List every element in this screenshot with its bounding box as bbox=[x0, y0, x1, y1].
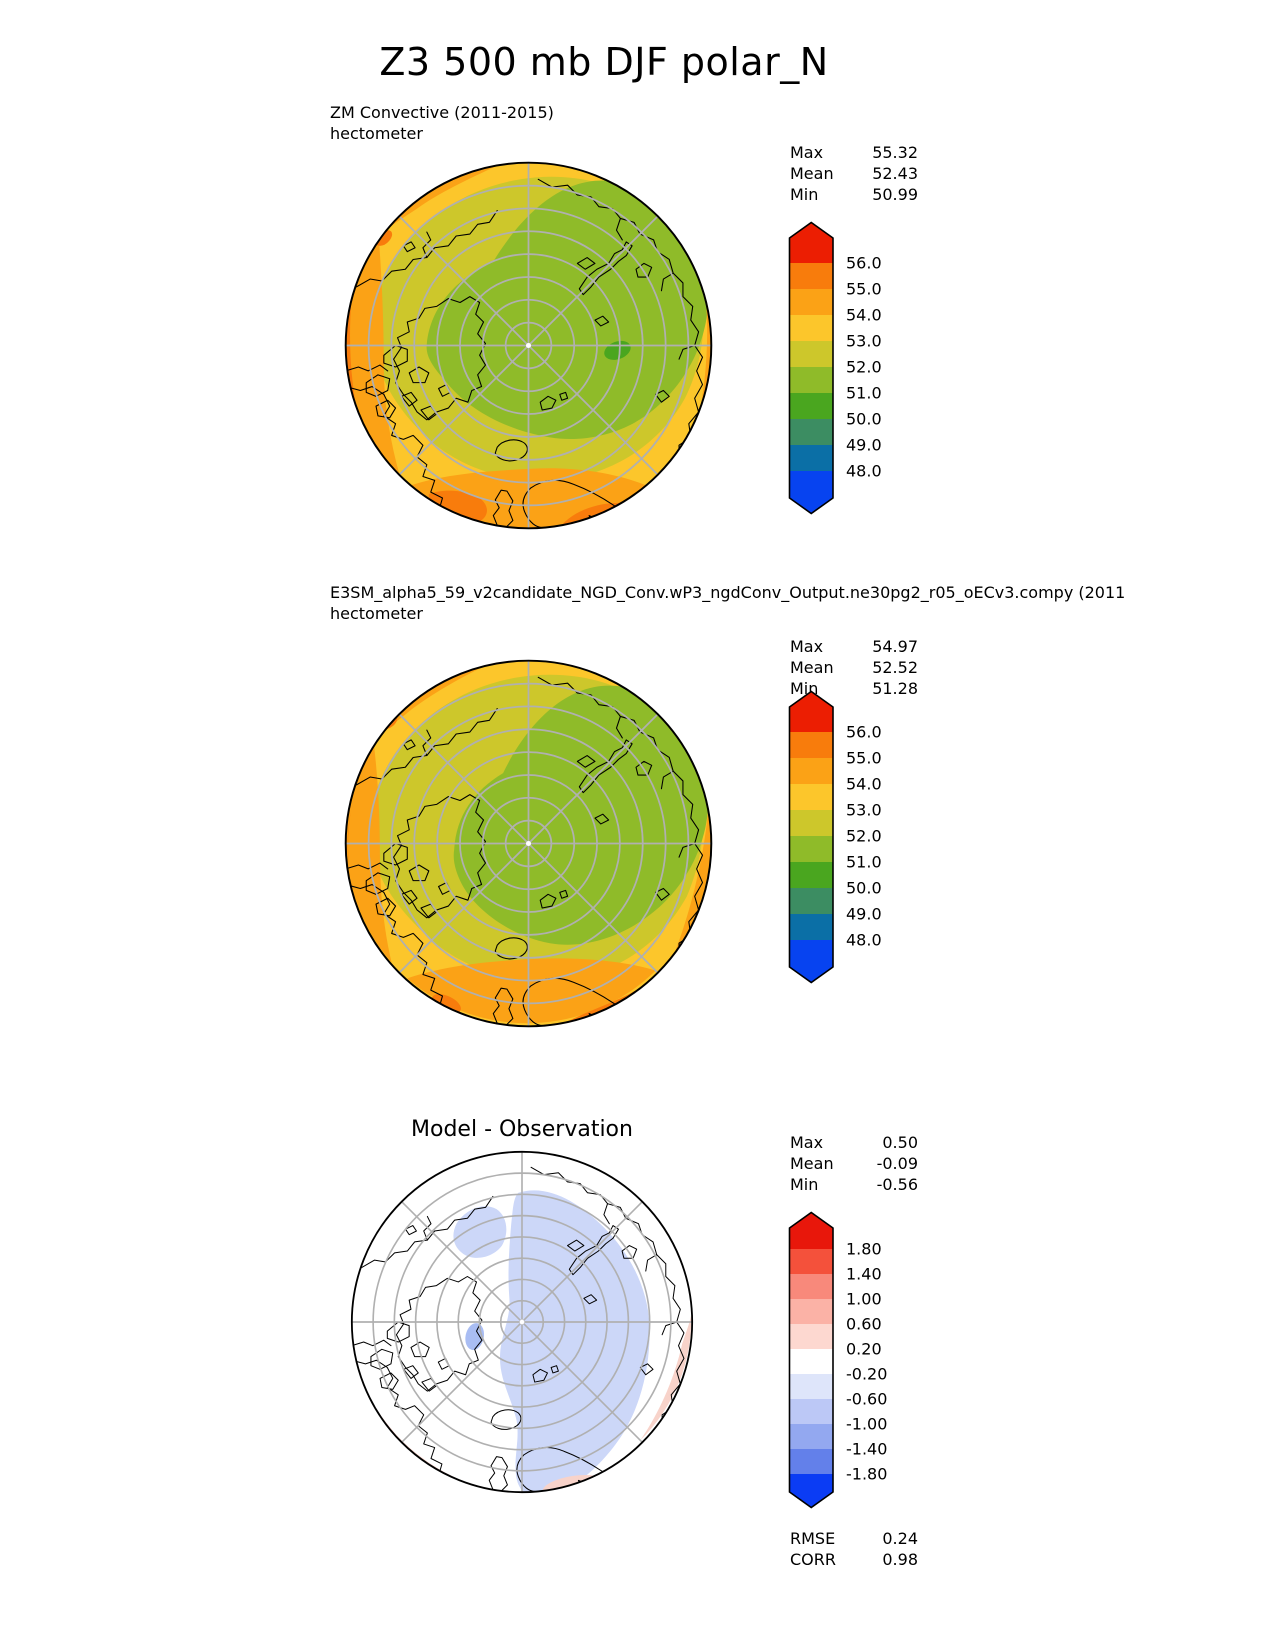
colorbar-tick-label: -1.00 bbox=[846, 1414, 888, 1434]
colorbar-segment bbox=[790, 732, 834, 759]
colorbar-segment bbox=[790, 784, 834, 811]
colorbar-model bbox=[788, 690, 900, 984]
stat-value-max: 0.50 bbox=[882, 1133, 918, 1152]
stat-value-mean: 52.43 bbox=[872, 164, 918, 183]
panel-diff-metrics bbox=[790, 1528, 918, 1570]
stat-row bbox=[790, 1528, 918, 1549]
stat-row bbox=[790, 1174, 918, 1195]
stat-value-min: 50.99 bbox=[872, 185, 918, 204]
stat-label-max: Max bbox=[790, 1133, 824, 1152]
colorbar-observation bbox=[788, 221, 900, 515]
colorbar-segment bbox=[790, 263, 834, 290]
pole-dot bbox=[520, 1320, 525, 1325]
stat-label-mean: Mean bbox=[790, 1154, 834, 1173]
colorbar-arrow-bottom bbox=[790, 471, 834, 514]
colorbar-tick-label: 49.0 bbox=[846, 904, 882, 924]
colorbar-tick-label: 51.0 bbox=[846, 852, 882, 872]
stat-value-max: 54.97 bbox=[872, 637, 918, 656]
stat-row bbox=[790, 657, 918, 678]
panel-model-label bbox=[330, 582, 1125, 624]
colorbar-segment bbox=[790, 862, 834, 889]
panel-obs-source: ZM Convective (2011-2015) bbox=[330, 103, 554, 122]
panel-diff-stats bbox=[790, 1132, 918, 1195]
stat-row bbox=[790, 163, 918, 184]
stat-label-rmse: RMSE bbox=[790, 1529, 836, 1548]
colorbar-arrow-top bbox=[790, 1213, 834, 1250]
colorbar-tick-label: -0.20 bbox=[846, 1364, 888, 1384]
colorbar-tick-label: 52.0 bbox=[846, 357, 882, 377]
pole-dot bbox=[526, 841, 531, 846]
colorbar-segment bbox=[790, 914, 834, 941]
colorbar-tick-label: 1.40 bbox=[846, 1264, 882, 1284]
colorbar-tick-label: 55.0 bbox=[846, 279, 882, 299]
colorbar-arrow-bottom bbox=[790, 940, 834, 983]
panel-obs-stats bbox=[790, 142, 918, 205]
stat-value-mean: -0.09 bbox=[876, 1154, 918, 1173]
stat-label-min: Min bbox=[790, 185, 819, 204]
colorbar-segment bbox=[790, 419, 834, 446]
colorbar-tick-label: -1.40 bbox=[846, 1439, 888, 1459]
colorbar-segment bbox=[790, 836, 834, 863]
colorbar-tick-label: 51.0 bbox=[846, 383, 882, 403]
panel-obs-label bbox=[330, 102, 554, 144]
stat-value-mean: 52.52 bbox=[872, 658, 918, 677]
colorbar-tick-label: 55.0 bbox=[846, 748, 882, 768]
colorbar-tick-label: 54.0 bbox=[846, 774, 882, 794]
colorbar-tick-label: 48.0 bbox=[846, 930, 882, 950]
polar-map-difference bbox=[340, 1140, 704, 1504]
figure-title: Z3 500 mb DJF polar_N bbox=[379, 40, 829, 84]
colorbar-tick-label: 48.0 bbox=[846, 461, 882, 481]
colorbar-tick-label: 50.0 bbox=[846, 878, 882, 898]
colorbar-tick-label: 0.20 bbox=[846, 1339, 882, 1359]
colorbar-segment bbox=[790, 1449, 834, 1475]
colorbar-tick-label: 53.0 bbox=[846, 800, 882, 820]
colorbar-difference bbox=[788, 1211, 900, 1509]
stat-label-mean: Mean bbox=[790, 164, 834, 183]
colorbar-segment bbox=[790, 1349, 834, 1375]
stat-value-max: 55.32 bbox=[872, 143, 918, 162]
panel-model-units: hectometer bbox=[330, 604, 423, 623]
polar-map-model bbox=[333, 648, 724, 1039]
colorbar-tick-label: 49.0 bbox=[846, 435, 882, 455]
colorbar-tick-label: -0.60 bbox=[846, 1389, 888, 1409]
stat-row bbox=[790, 142, 918, 163]
stat-row bbox=[790, 636, 918, 657]
stat-label-max: Max bbox=[790, 143, 824, 162]
stat-value-min: 51.28 bbox=[872, 679, 918, 698]
polar-map-observation bbox=[333, 150, 724, 541]
colorbar-tick-label: 56.0 bbox=[846, 722, 882, 742]
colorbar-segment bbox=[790, 289, 834, 316]
stat-row bbox=[790, 1132, 918, 1153]
colorbar-segment bbox=[790, 445, 834, 472]
colorbar-segment bbox=[790, 1324, 834, 1350]
colorbar-segment bbox=[790, 810, 834, 837]
panel-model-source: E3SM_alpha5_59_v2candidate_NGD_Conv.wP3_ngdConv_Output.ne30pg2_r05_oECv3.compy (2011 bbox=[330, 583, 1126, 602]
colorbar-tick-label: 0.60 bbox=[846, 1314, 882, 1334]
stat-label-max: Max bbox=[790, 637, 824, 656]
colorbar-arrow-top bbox=[790, 692, 834, 733]
stat-label-corr: CORR bbox=[790, 1550, 836, 1569]
colorbar-segment bbox=[790, 1399, 834, 1425]
colorbar-segment bbox=[790, 758, 834, 785]
colorbar-tick-label: 54.0 bbox=[846, 305, 882, 325]
colorbar-segment bbox=[790, 888, 834, 915]
stat-value-rmse: 0.24 bbox=[882, 1529, 918, 1548]
stat-label-min: Min bbox=[790, 679, 819, 698]
stat-row bbox=[790, 184, 918, 205]
stat-label-mean: Mean bbox=[790, 658, 834, 677]
colorbar-segment bbox=[790, 1249, 834, 1275]
colorbar-tick-label: -1.80 bbox=[846, 1464, 888, 1484]
colorbar-tick-label: 52.0 bbox=[846, 826, 882, 846]
colorbar-tick-label: 1.80 bbox=[846, 1239, 882, 1259]
panel-obs-units: hectometer bbox=[330, 124, 423, 143]
stat-row bbox=[790, 1153, 918, 1174]
stat-label-min: Min bbox=[790, 1175, 819, 1194]
colorbar-segment bbox=[790, 1424, 834, 1450]
colorbar-tick-label: 50.0 bbox=[846, 409, 882, 429]
panel-diff-title: Model - Observation bbox=[411, 1117, 633, 1142]
colorbar-segment bbox=[790, 367, 834, 394]
colorbar-tick-label: 1.00 bbox=[846, 1289, 882, 1309]
colorbar-segment bbox=[790, 1274, 834, 1300]
colorbar-segment bbox=[790, 1299, 834, 1325]
colorbar-segment bbox=[790, 341, 834, 368]
colorbar-tick-label: 56.0 bbox=[846, 253, 882, 273]
stat-value-min: -0.56 bbox=[876, 1175, 918, 1194]
colorbar-arrow-top bbox=[790, 223, 834, 264]
pole-dot bbox=[526, 343, 531, 348]
colorbar-tick-label: 53.0 bbox=[846, 331, 882, 351]
colorbar-segment bbox=[790, 315, 834, 342]
colorbar-segment bbox=[790, 393, 834, 420]
stat-row bbox=[790, 1549, 918, 1570]
colorbar-segment bbox=[790, 1374, 834, 1400]
colorbar-arrow-bottom bbox=[790, 1474, 834, 1508]
stat-value-corr: 0.98 bbox=[882, 1550, 918, 1569]
